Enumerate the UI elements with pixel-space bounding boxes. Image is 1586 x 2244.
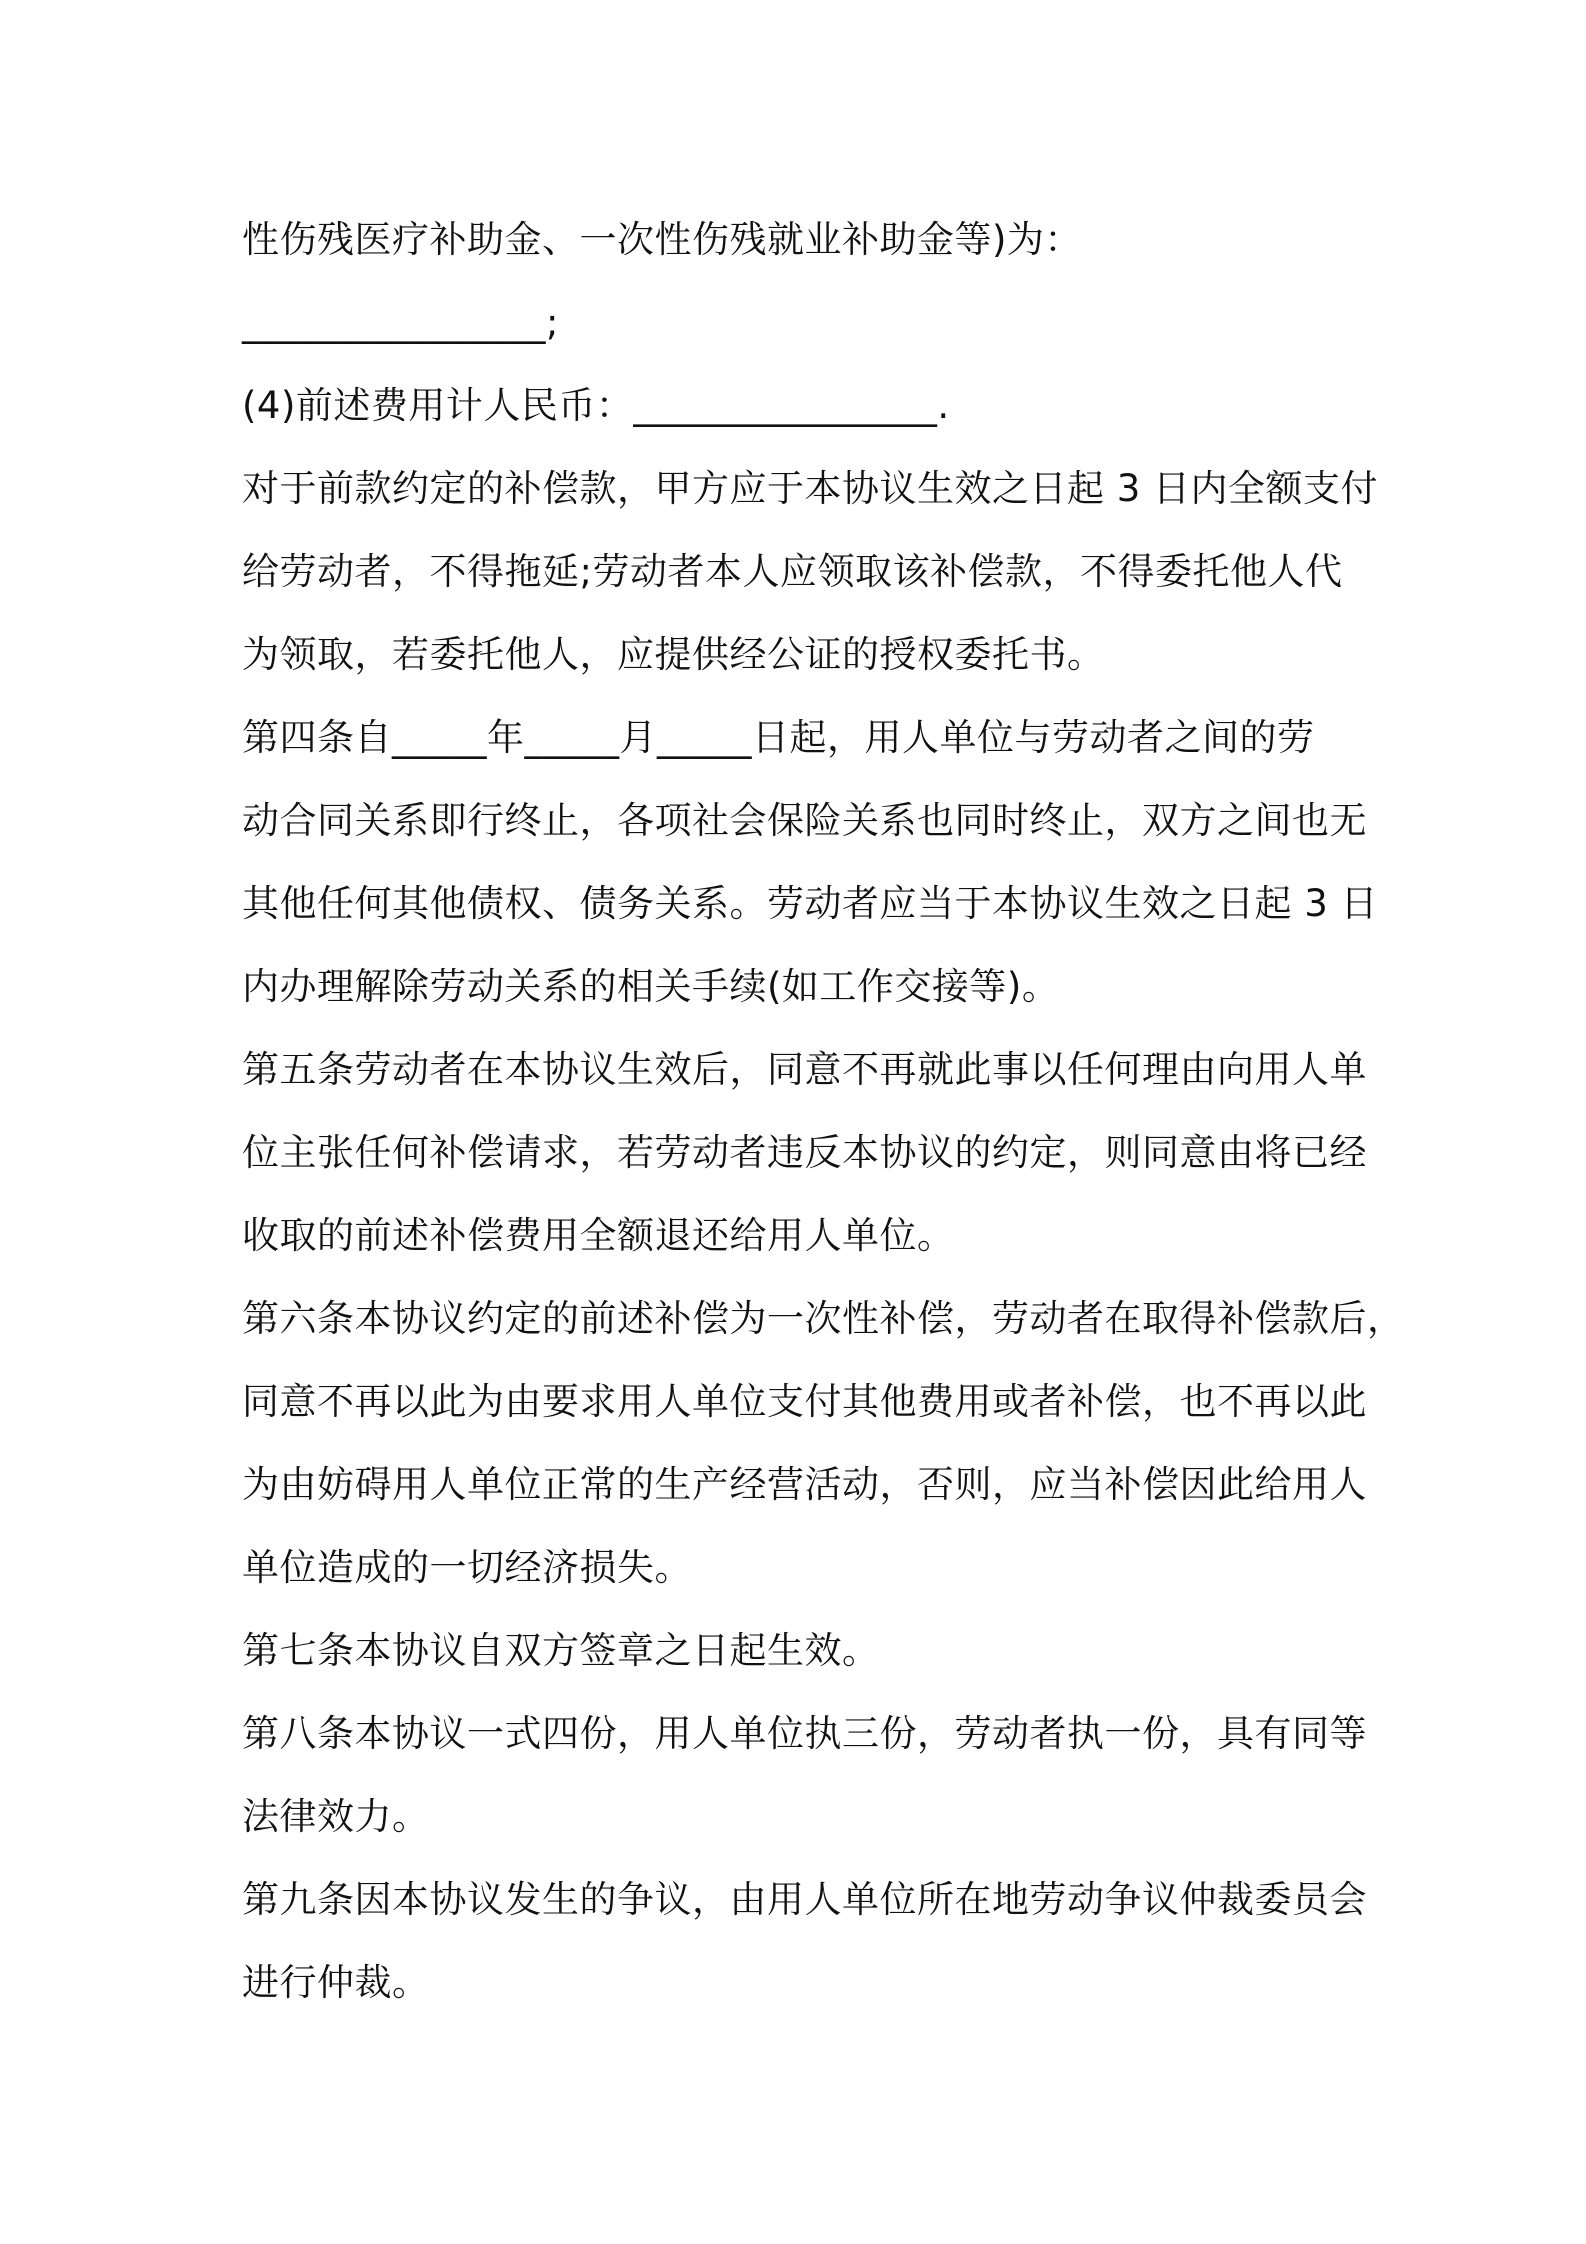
text-line: 为领取，若委托他人，应提供经公证的授权委托书。	[242, 633, 1105, 676]
text-line: 收取的前述补偿费用全额退还给用人单位。	[242, 1214, 955, 1257]
text-line: 位主张任何补偿请求，若劳动者违反本协议的约定，则同意由将已经	[242, 1131, 1367, 1174]
text-line: 单位造成的一切经济损失。	[242, 1546, 692, 1589]
text-line: 第八条本协议一式四份，用人单位执三份，劳动者执一份，具有同等	[242, 1712, 1367, 1755]
text-line: 第九条因本协议发生的争议，由用人单位所在地劳动争议仲裁委员会	[242, 1878, 1367, 1921]
text-line: 其他任何其他债权、债务关系。劳动者应当于本协议生效之日起 3 日	[242, 882, 1379, 925]
text-line: 进行仲裁。	[242, 1961, 430, 2004]
text-line: 第七条本协议自双方签章之日起生效。	[242, 1629, 880, 1672]
text-line: 对于前款约定的补偿款，甲方应于本协议生效之日起 3 日内全额支付	[242, 467, 1379, 510]
text-line: (4)前述费用计人民币：________________.	[242, 384, 950, 427]
text-line: 第四条自_____年_____月_____日起，用人单位与劳动者之间的劳	[242, 716, 1315, 759]
document-body	[242, 198, 1405, 2024]
text-line: 给劳动者，不得拖延;劳动者本人应领取该补偿款，不得委托他人代	[242, 550, 1343, 593]
text-line: 性伤残医疗补助金、一次性伤残就业补助金等)为：	[242, 218, 1082, 261]
text-line: 内办理解除劳动关系的相关手续(如工作交接等)。	[242, 965, 1060, 1008]
text-line: ________________;	[242, 301, 559, 344]
text-line: 动合同关系即行终止，各项社会保险关系也同时终止，双方之间也无	[242, 799, 1367, 842]
text-line: 同意不再以此为由要求用人单位支付其他费用或者补偿，也不再以此	[242, 1380, 1367, 1423]
text-line: 第五条劳动者在本协议生效后，同意不再就此事以任何理由向用人单	[242, 1048, 1367, 1091]
text-line: 为由妨碍用人单位正常的生产经营活动，否则，应当补偿因此给用人	[242, 1463, 1367, 1506]
text-line: 第六条本协议约定的前述补偿为一次性补偿，劳动者在取得补偿款后，	[242, 1297, 1405, 1340]
text-line: 法律效力。	[242, 1795, 430, 1838]
